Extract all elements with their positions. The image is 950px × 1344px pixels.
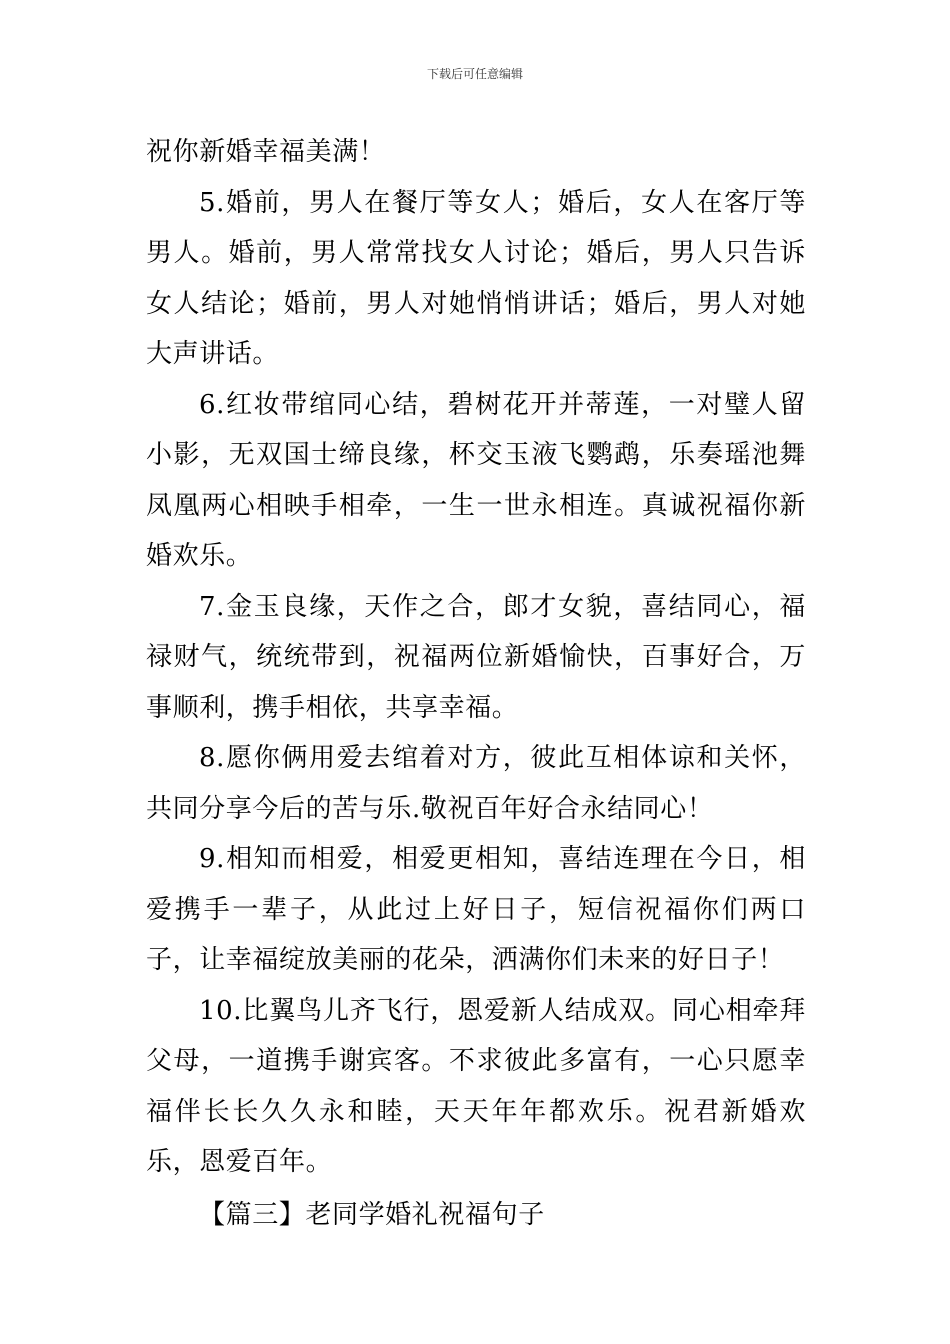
paragraph-item-9: 9.相知而相爱，相爱更相知，喜结连理在今日，相爱携手一辈子，从此过上好日子，短信祝福你们两口子，让幸福绽放美丽的花朵，洒满你们未来的好日子！ bbox=[146, 844, 806, 975]
paragraph-item-10: 10.比翼鸟儿齐飞行，恩爱新人结成双。同心相牵拜父母，一道携手谢宾客。不求彼此多富有，一心只愿幸福伴长长久久永和睦，天天年年都欢乐。祝君新婚欢乐，恩爱百年。 bbox=[146, 995, 806, 1177]
paragraph-continuation: 祝你新婚幸福美满！ bbox=[146, 137, 386, 167]
paragraph-item-8: 8.愿你俩用爱去绾着对方，彼此互相体谅和关怀，共同分享今后的苦与乐.敬祝百年好合永结同心！ bbox=[146, 743, 806, 824]
page-header: 下载后可任意编辑 bbox=[426, 67, 523, 81]
paragraph-item-5: 5.婚前，男人在餐厅等女人；婚后，女人在客厅等男人。婚前，男人常常找女人讨论；婚后，男人只告诉女人结论；婚前，男人对她悄悄讲话；婚后，男人对她大声讲话。 bbox=[146, 187, 806, 369]
document-body bbox=[146, 127, 806, 1240]
paragraph-item-6: 6.红妆带绾同心结，碧树花开并蒂莲，一对璧人留小影，无双国士缔良缘，杯交玉液飞鹦鹉，乐奏瑶池舞凤凰两心相映手相牵，一生一世永相连。真诚祝福你新婚欢乐。 bbox=[146, 389, 806, 571]
section-heading: 【篇三】老同学婚礼祝福句子 bbox=[199, 1199, 545, 1230]
paragraph-item-7: 7.金玉良缘，天作之合，郎才女貌，喜结同心，福禄财气，统统带到，祝福两位新婚愉快，百事好合，万事顺利，携手相依，共享幸福。 bbox=[146, 591, 806, 723]
